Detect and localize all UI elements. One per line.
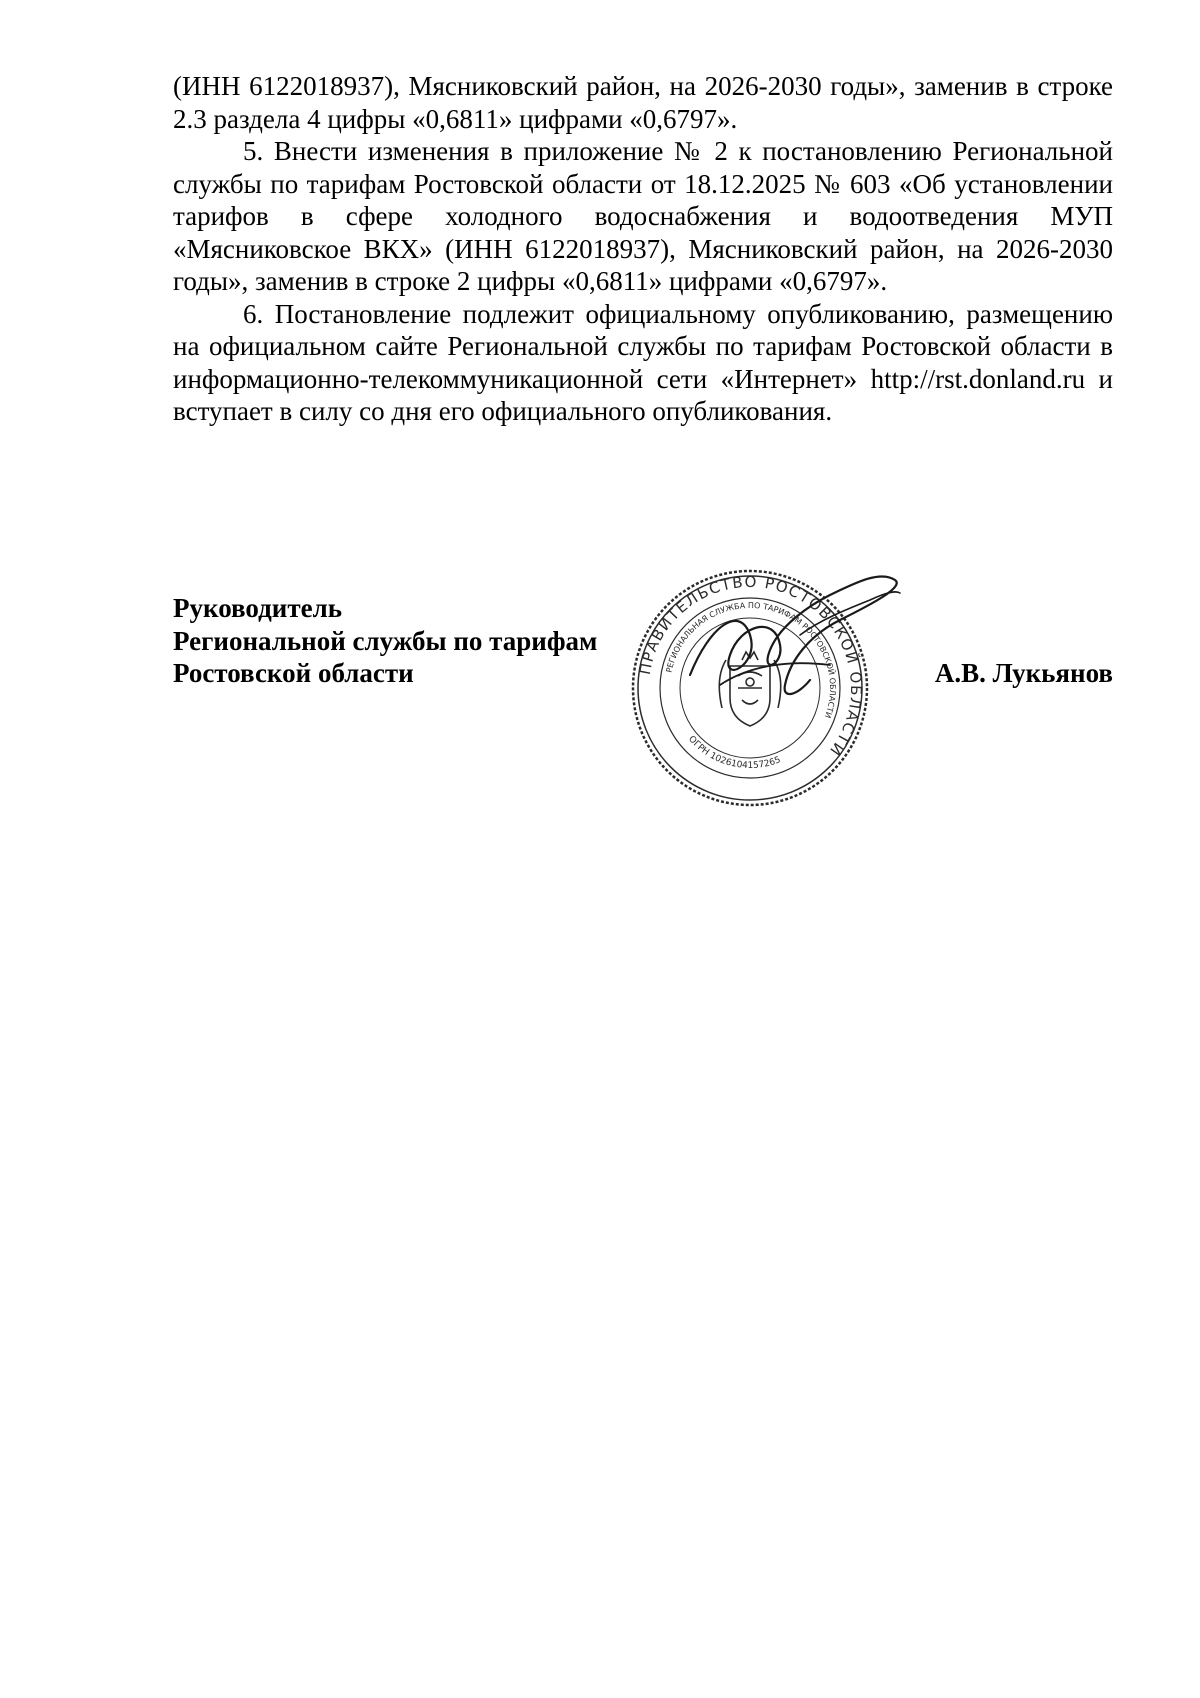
stamp-inner-text: РЕГИОНАЛЬНАЯ СЛУЖБА ПО ТАРИФАМ РОСТОВСКОЙ ОБЛАСТИ: [664, 600, 838, 720]
signer-position-line-2: Региональной службы по тарифам: [173, 625, 598, 656]
paragraph-item-6: 6. Постановление подлежит официальному опубликованию, размещению на официальном сайте Региональной службы по тарифам Ростовской области в информационно-телекоммуникационной сети «Интернет» http://rst.donland.ru и вступает в силу со дня его официального опубликования.: [173, 298, 1113, 426]
paragraph-continuation: (ИНН 6122018937), Мясниковский район, на 2026-2030 годы», заменив в строке 2.3 раздела 4 цифры «0,6811» цифрами «0,6797».: [173, 71, 1113, 134]
document-body: [173, 70, 1113, 428]
signer-position-line-1: Руководитель: [173, 593, 343, 623]
signer-name: А.В. Лукьянов: [934, 658, 1113, 688]
signer-position: [173, 592, 597, 690]
handwritten-signature: [680, 565, 920, 745]
stamp-ogrn-text: ОГРН 1026104157265: [686, 734, 783, 772]
signer-position-line-3: Ростовской области: [173, 658, 414, 688]
stamp-outer-text: ПРАВИТЕЛЬСТВО РОСТОВСКОЙ ОБЛАСТИ: [635, 572, 866, 760]
paragraph-item-5: 5. Внести изменения в приложение № 2 к постановлению Региональной службы по тарифам Ростовской области от 18.12.2025 № 603 «Об установлении тарифов в сфере холодного водоснабжения и водоотведения МУП «Мясниковское ВКХ» (ИНН 6122018937), Мясниковский район, на 2026-2030 годы», заменив в строке 2 цифры «0,6811» цифрами «0,6797».: [173, 136, 1113, 296]
